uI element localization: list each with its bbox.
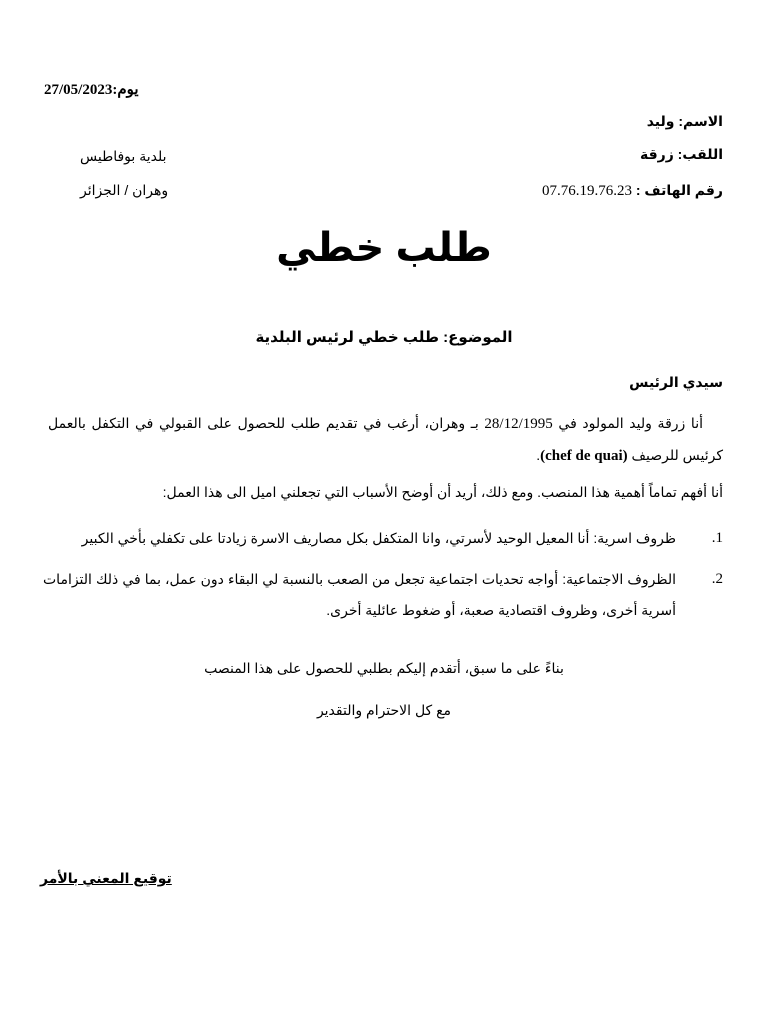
- phone-value: 07.76.19.76.23: [541, 183, 632, 199]
- intro-part-1: أنا زرقة وليد المولود في: [552, 415, 703, 431]
- list-item: [43, 523, 723, 554]
- birth-date: 28/12/1995: [484, 416, 553, 432]
- salutation: سيدي الرئيس: [629, 374, 723, 390]
- signature-label: توقيع المعني بالأمر: [40, 870, 172, 886]
- reasons-intro: أنا أفهم تماماً أهمية هذا المنصب. ومع ذلك، أريد أن أوضح الأسباب التي تجعلني اميل الى هذا العمل:: [162, 484, 723, 500]
- document-title: طلب خطي: [276, 226, 492, 270]
- french-term: (chef de quai): [540, 448, 628, 464]
- list-number: 2.: [711, 571, 723, 587]
- sender-name: الاسم: وليد: [646, 113, 723, 129]
- intro-part-2: بـ وهران، أرغب في تقديم طلب للحصول على القبولي في التكفل بالعمل كرئيس للرصيف: [48, 415, 723, 463]
- intro-part-3: .: [536, 447, 541, 463]
- list-text: الظروف الاجتماعية: أواجه تحديات اجتماعية تجعل من الصعب بالنسبة لي البقاء دون عمل، بما في ذلك التزامات أسرية أخرى، وظروف اقتصادية صعبة، أو ضغوط عائلية أخرى.: [43, 571, 676, 618]
- intro-paragraph: [48, 408, 723, 472]
- phone-label: رقم الهاتف :: [635, 182, 723, 198]
- sender-phone: [542, 182, 723, 200]
- list-text: ظروف اسرية: أنا المعيل الوحيد لأسرتي، وانا المتكفل بكل مصاريف الاسرة زيادتا على تكفلي بأخي الكبير: [81, 530, 676, 546]
- recipient-city: وهران / الجزائر: [80, 182, 169, 198]
- list-item: [43, 564, 723, 626]
- recipient-municipality: بلدية بوفاطيس: [80, 148, 167, 164]
- closing-greeting: مع كل الاحترام والتقدير: [316, 702, 452, 718]
- sender-surname: اللقب: زرقة: [640, 146, 723, 162]
- letter-subject: الموضوع: طلب خطي لرئيس البلدية: [255, 329, 513, 346]
- closing-line: بناءً على ما سبق، أتقدم إليكم بطلبي للحصول على هذا المنصب: [204, 660, 564, 676]
- letter-date: يوم:27/05/2023: [44, 82, 139, 98]
- list-number: 1.: [711, 530, 723, 546]
